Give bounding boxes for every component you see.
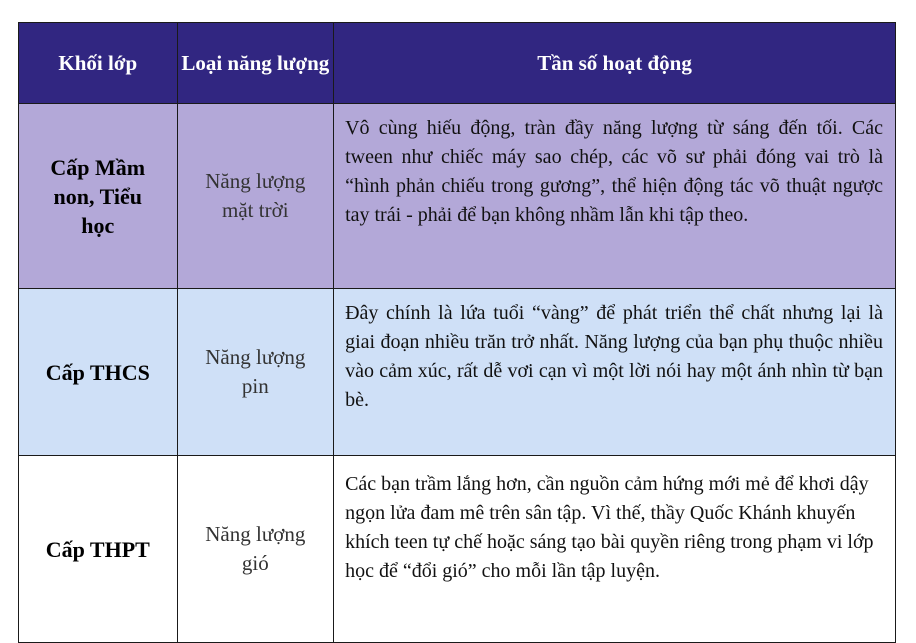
grade-label: Cấp THCS [45,359,150,385]
description-text: Các bạn trầm lắng hơn, cần nguồn cảm hứng mới mẻ để khơi dậy ngọn lửa đam mê trên sân tập. Vì thế, thầy Quốc Khánh khuyến khích teen tự chế hoặc sáng tạo bài quyền riêng trong phạm vi lớp học để “đổi gió” cho mỗi lần tập luyện. [345,473,874,582]
grade-cell [19,456,178,643]
grade-label: Cấp Mầm non, Tiểu học [50,154,146,238]
table-row [19,289,896,456]
energy-label: Năng lượng pin [205,345,306,398]
header-energy-type: Loại năng lượng [177,23,334,104]
description-cell [334,104,896,289]
grade-label: Cấp THPT [45,536,150,562]
table-row [19,456,896,643]
energy-cell [177,456,334,643]
energy-cell [177,289,334,456]
description-text: Vô cùng hiếu động, tràn đầy năng lượng từ sáng đến tối. Các tween như chiếc máy sao chép, các võ sư phải đóng vai trò là “hình phản chiếu trong gương”, thể hiện động tác võ thuật ngược tay trái - phải để bạn không nhầm lẫn khi tập theo. [345,117,883,226]
table-row [19,104,896,289]
grade-cell [19,289,178,456]
energy-cell [177,104,334,289]
grade-cell [19,104,178,289]
header-activity-frequency: Tần số hoạt động [334,23,896,104]
energy-label: Năng lượng gió [205,522,306,575]
description-cell [334,456,896,643]
energy-frequency-table [18,22,896,643]
energy-label: Năng lượng mặt trời [205,169,306,222]
table-header-row [19,23,896,104]
description-cell [334,289,896,456]
header-grade: Khối lớp [19,23,178,104]
description-text: Đây chính là lứa tuổi “vàng” để phát triển thể chất nhưng lại là giai đoạn nhiều trăn trở nhất. Năng lượng của bạn phụ thuộc nhiều vào cảm xúc, rất dễ vơi cạn vì một lời nói hay một ánh nhìn từ bạn bè. [345,302,883,411]
